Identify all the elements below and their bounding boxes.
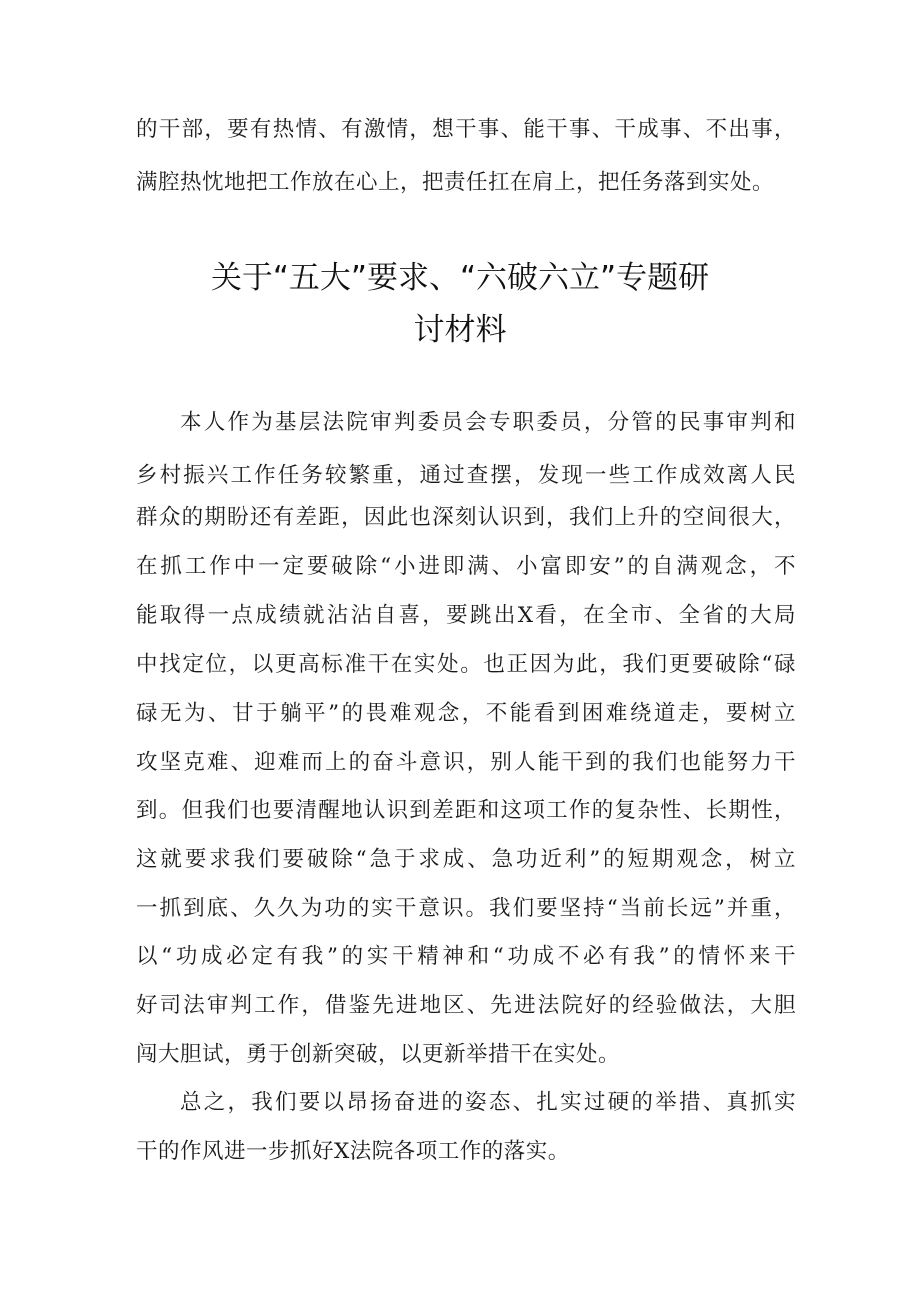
paragraph-line: 闯大胆试，勇于创新突破，以更新举措干在实处。 xyxy=(136,1042,621,1067)
paragraph-line: 好司法审判工作，借鉴先进地区、先进法院好的经验做法，大胆 xyxy=(136,993,796,1018)
paragraph-line: 以“功成必定有我”的实干精神和“功成不必有我”的情怀来干 xyxy=(136,944,796,969)
paragraph-line: 群众的期盼还有差距，因此也深刻认识到，我们上升的空间很大， xyxy=(136,505,796,530)
paragraph-line: 这就要求我们要破除“急于求成、急功近利”的短期观念，树立 xyxy=(136,847,796,872)
paragraph-line: 中找定位，以更高标准干在实处。也正因为此，我们更要破除“碌 xyxy=(136,652,796,677)
paragraph-line: 一抓到底、久久为功的实干意识。我们要坚持“当前长远”并重， xyxy=(136,896,796,921)
paragraph-line: 总之，我们要以昂扬奋进的姿态、扎实过硬的举措、真抓实 xyxy=(180,1090,796,1115)
paragraph-line: 在抓工作中一定要破除“小进即满、小富即安”的自满观念，不 xyxy=(136,554,796,579)
intro-line: 的干部，要有热情、有激情，想干事、能干事、干成事、不出事， xyxy=(136,117,796,142)
paragraph-line: 干的作风进一步抓好X法院各项工作的落实。 xyxy=(136,1139,570,1164)
paragraph-line: 攻坚克难、迎难而上的奋斗意识，别人能干到的我们也能努力干 xyxy=(136,750,796,775)
paragraph-line: 碌无为、甘于躺平”的畏难观念，不能看到困难绕道走，要树立 xyxy=(136,701,796,726)
paragraph-line: 乡村振兴工作任务较繁重，通过查摆，发现一些工作成效离人民 xyxy=(136,463,796,488)
paragraph-line: 到。但我们也要清醒地认识到差距和这项工作的复杂性、长期性， xyxy=(136,798,796,823)
document-title-line-2: 讨材料 xyxy=(413,312,507,348)
paragraph-line: 能取得一点成绩就沾沾自喜，要跳出X看，在全市、全省的大局 xyxy=(136,603,796,628)
document-title-line-1: 关于“五大”要求、“六破六立”专题研 xyxy=(210,260,710,296)
paragraph-line: 本人作为基层法院审判委员会专职委员，分管的民事审判和 xyxy=(180,410,796,435)
intro-line: 满腔热忱地把工作放在心上，把责任扛在肩上，把任务落到实处。 xyxy=(136,170,775,195)
